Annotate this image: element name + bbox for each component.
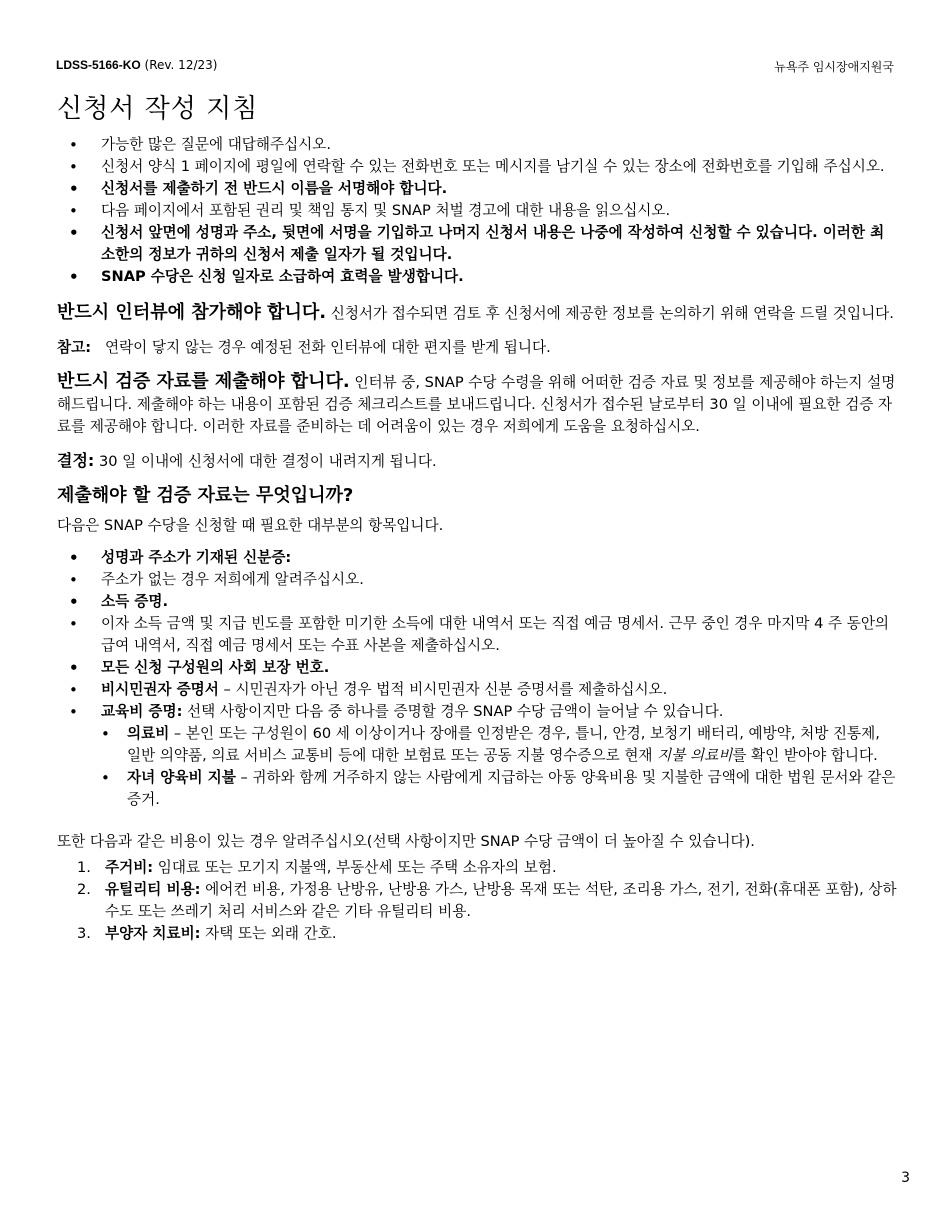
note-text: 연락이 닿지 않는 경우 예정된 전화 인터뷰에 대한 편지를 받게 됩니다. xyxy=(104,339,551,356)
decision-section xyxy=(57,450,897,473)
medical-italic: 지불 의료비 xyxy=(657,747,733,764)
form-id: LDSS-5166-KO (Rev. 12/23) xyxy=(56,58,218,72)
expense-sub-list xyxy=(101,723,897,811)
page-header xyxy=(56,58,894,78)
proof-id-note: • 주소가 없는 경우 저희에게 알려주십시오. xyxy=(57,569,897,591)
intro-bullet: • 신청서 앞면에 성명과 주소, 뒷면에 서명을 기입하고 나머지 신청서 내용은 나중에 작성하여 신청할 수 있습니다. 이러한 최소한의 정보가 귀하의 신청서 제출 일자가 될 것입니다. xyxy=(57,222,897,266)
intro-bullet: • 가능한 많은 질문에 대답해주십시오. xyxy=(57,134,897,156)
note-label: 참고: xyxy=(57,339,92,356)
instructions-body xyxy=(57,134,897,945)
page-number: 3 xyxy=(901,1170,910,1186)
page-title: 신청서 작성 지침 xyxy=(57,94,259,124)
agency-name: 뉴욕주 임시장애지원국 xyxy=(774,60,894,74)
proof-income-note: • 이자 소득 금액 및 지급 빈도를 포함한 미기한 소득에 대한 내역서 또는 직접 예금 명세서. 근무 중인 경우 마지막 4 주 동안의 급여 내역서, 직접 예금 명세서 또는 수표 사본을 제출하십시오. xyxy=(57,613,897,657)
expense-text: 선택 사항이지만 다음 중 하나를 증명할 경우 SNAP 수당 금액이 늘어날 수 있습니다. xyxy=(182,703,724,720)
decision-label: 결정: xyxy=(57,451,95,470)
intro-bullet: • 신청서 양식 1 페이지에 평일에 연락할 수 있는 전화번호 또는 메시지를 남기실 수 있는 장소에 전화번호를 기입해 주십시오. xyxy=(57,156,897,178)
interview-text: 신청서가 접수되면 검토 후 신청서에 제공한 정보를 논의하기 위해 연락을 드릴 것입니다. xyxy=(326,305,894,322)
proof-expense-item xyxy=(57,701,897,811)
intro-bullet: • 다음 페이지에서 포함된 권리 및 책임 통지 및 SNAP 처벌 경고에 대한 내용을 읽으십시오. xyxy=(57,200,897,222)
medical-label: 의료비 xyxy=(127,725,170,742)
medical-text-b: 를 확인 받아야 합니다. xyxy=(732,747,878,764)
decision-text: 30 일 이내에 신청서에 대한 결정이 내려지게 됩니다. xyxy=(94,453,437,470)
verification-heading: 반드시 검증 자료를 제출해야 합니다. xyxy=(57,371,350,392)
proof-bullet-list xyxy=(57,547,897,811)
medical-item xyxy=(101,723,897,767)
noncitizen-text: – 시민권자가 아닌 경우 법적 비시민권자 신분 증명서를 제출하십시오. xyxy=(218,681,668,698)
proof-id-item: • 성명과 주소가 기재된 신분증: xyxy=(57,547,897,569)
childcare-item xyxy=(101,767,897,811)
proof-intro: 다음은 SNAP 수당을 신청할 때 필요한 대부분의 항목입니다. xyxy=(57,517,444,534)
proof-ssn-item: • 모든 신청 구성원의 사회 보장 번호. xyxy=(57,657,897,679)
intro-bullet-list xyxy=(57,134,897,288)
other-expenses-list xyxy=(57,857,897,945)
interview-heading: 반드시 인터뷰에 참가해야 합니다. xyxy=(57,302,327,323)
expense-label: 교육비 증명: xyxy=(101,703,183,720)
proof-heading: 제출해야 할 검증 자료는 무엇입니까? xyxy=(57,485,354,506)
note-section xyxy=(57,337,897,359)
childcare-label: 자녀 양육비 지불 xyxy=(127,769,236,786)
childcare-text: – 귀하와 함께 거주하지 않는 사람에게 지급하는 아동 양육비용 및 지불한 금액에 대한 법원 문서와 같은 증거. xyxy=(127,769,896,808)
proof-noncitizen-item xyxy=(57,679,897,701)
noncitizen-label: 비시민권자 증명서 xyxy=(101,681,219,698)
intro-bullet: • SNAP 수당은 신청 일자로 소급하여 효력을 발생합니다. xyxy=(57,266,897,288)
other-expense-item: 3. 부양자 치료비: 자택 또는 외래 간호. xyxy=(77,925,337,942)
verification-section xyxy=(57,371,897,438)
medical-text-a: – 본인 또는 구성원이 60 세 이상이거나 장애를 인정받은 경우, 틀니, 안경, 보청기 배터리, 예방약, 처방 진통제, 일반 의약품, 의료 서비스 교통비 등에 대한 보험료 또는 공동 지불 영수증으로 현재 xyxy=(127,725,880,764)
interview-section xyxy=(57,302,897,325)
verification-text: 인터뷰 중, SNAP 수당 수령을 위해 어떠한 검증 자료 및 정보를 제공해야 하는지 설명해드립니다. 제출해야 하는 내용이 포함된 검증 체크리스트를 보내드립니다. 신청서가 접수된 날로부터 30 일 이내에 필요한 검증 자료를 제공해야 합니다. 이러한 자료를 준비하는 데 어려움이 있는 경우 저희에게 도움을 요청하십시오. xyxy=(57,374,896,435)
other-expense-item: 1. 주거비: 임대료 또는 모기지 지불액, 부동산세 또는 주택 소유자의 보험. xyxy=(77,859,557,876)
proof-income-item: • 소득 증명. xyxy=(57,591,897,613)
intro-bullet: • 신청서를 제출하기 전 반드시 이름을 서명해야 합니다. xyxy=(57,178,897,200)
other-expenses-intro: 또한 다음과 같은 비용이 있는 경우 알려주십시오(선택 사항이지만 SNAP 수당 금액이 더 높아질 수 있습니다). xyxy=(57,833,755,850)
other-expense-item: 2. 유틸리티 비용: 에어컨 비용, 가정용 난방유, 난방용 가스, 난방용 목재 또는 석탄, 조리용 가스, 전기, 전화(휴대폰 포함), 상하수도 또는 쓰레기 처리 서비스와 같은 기타 유틸리티 비용. xyxy=(77,881,897,920)
